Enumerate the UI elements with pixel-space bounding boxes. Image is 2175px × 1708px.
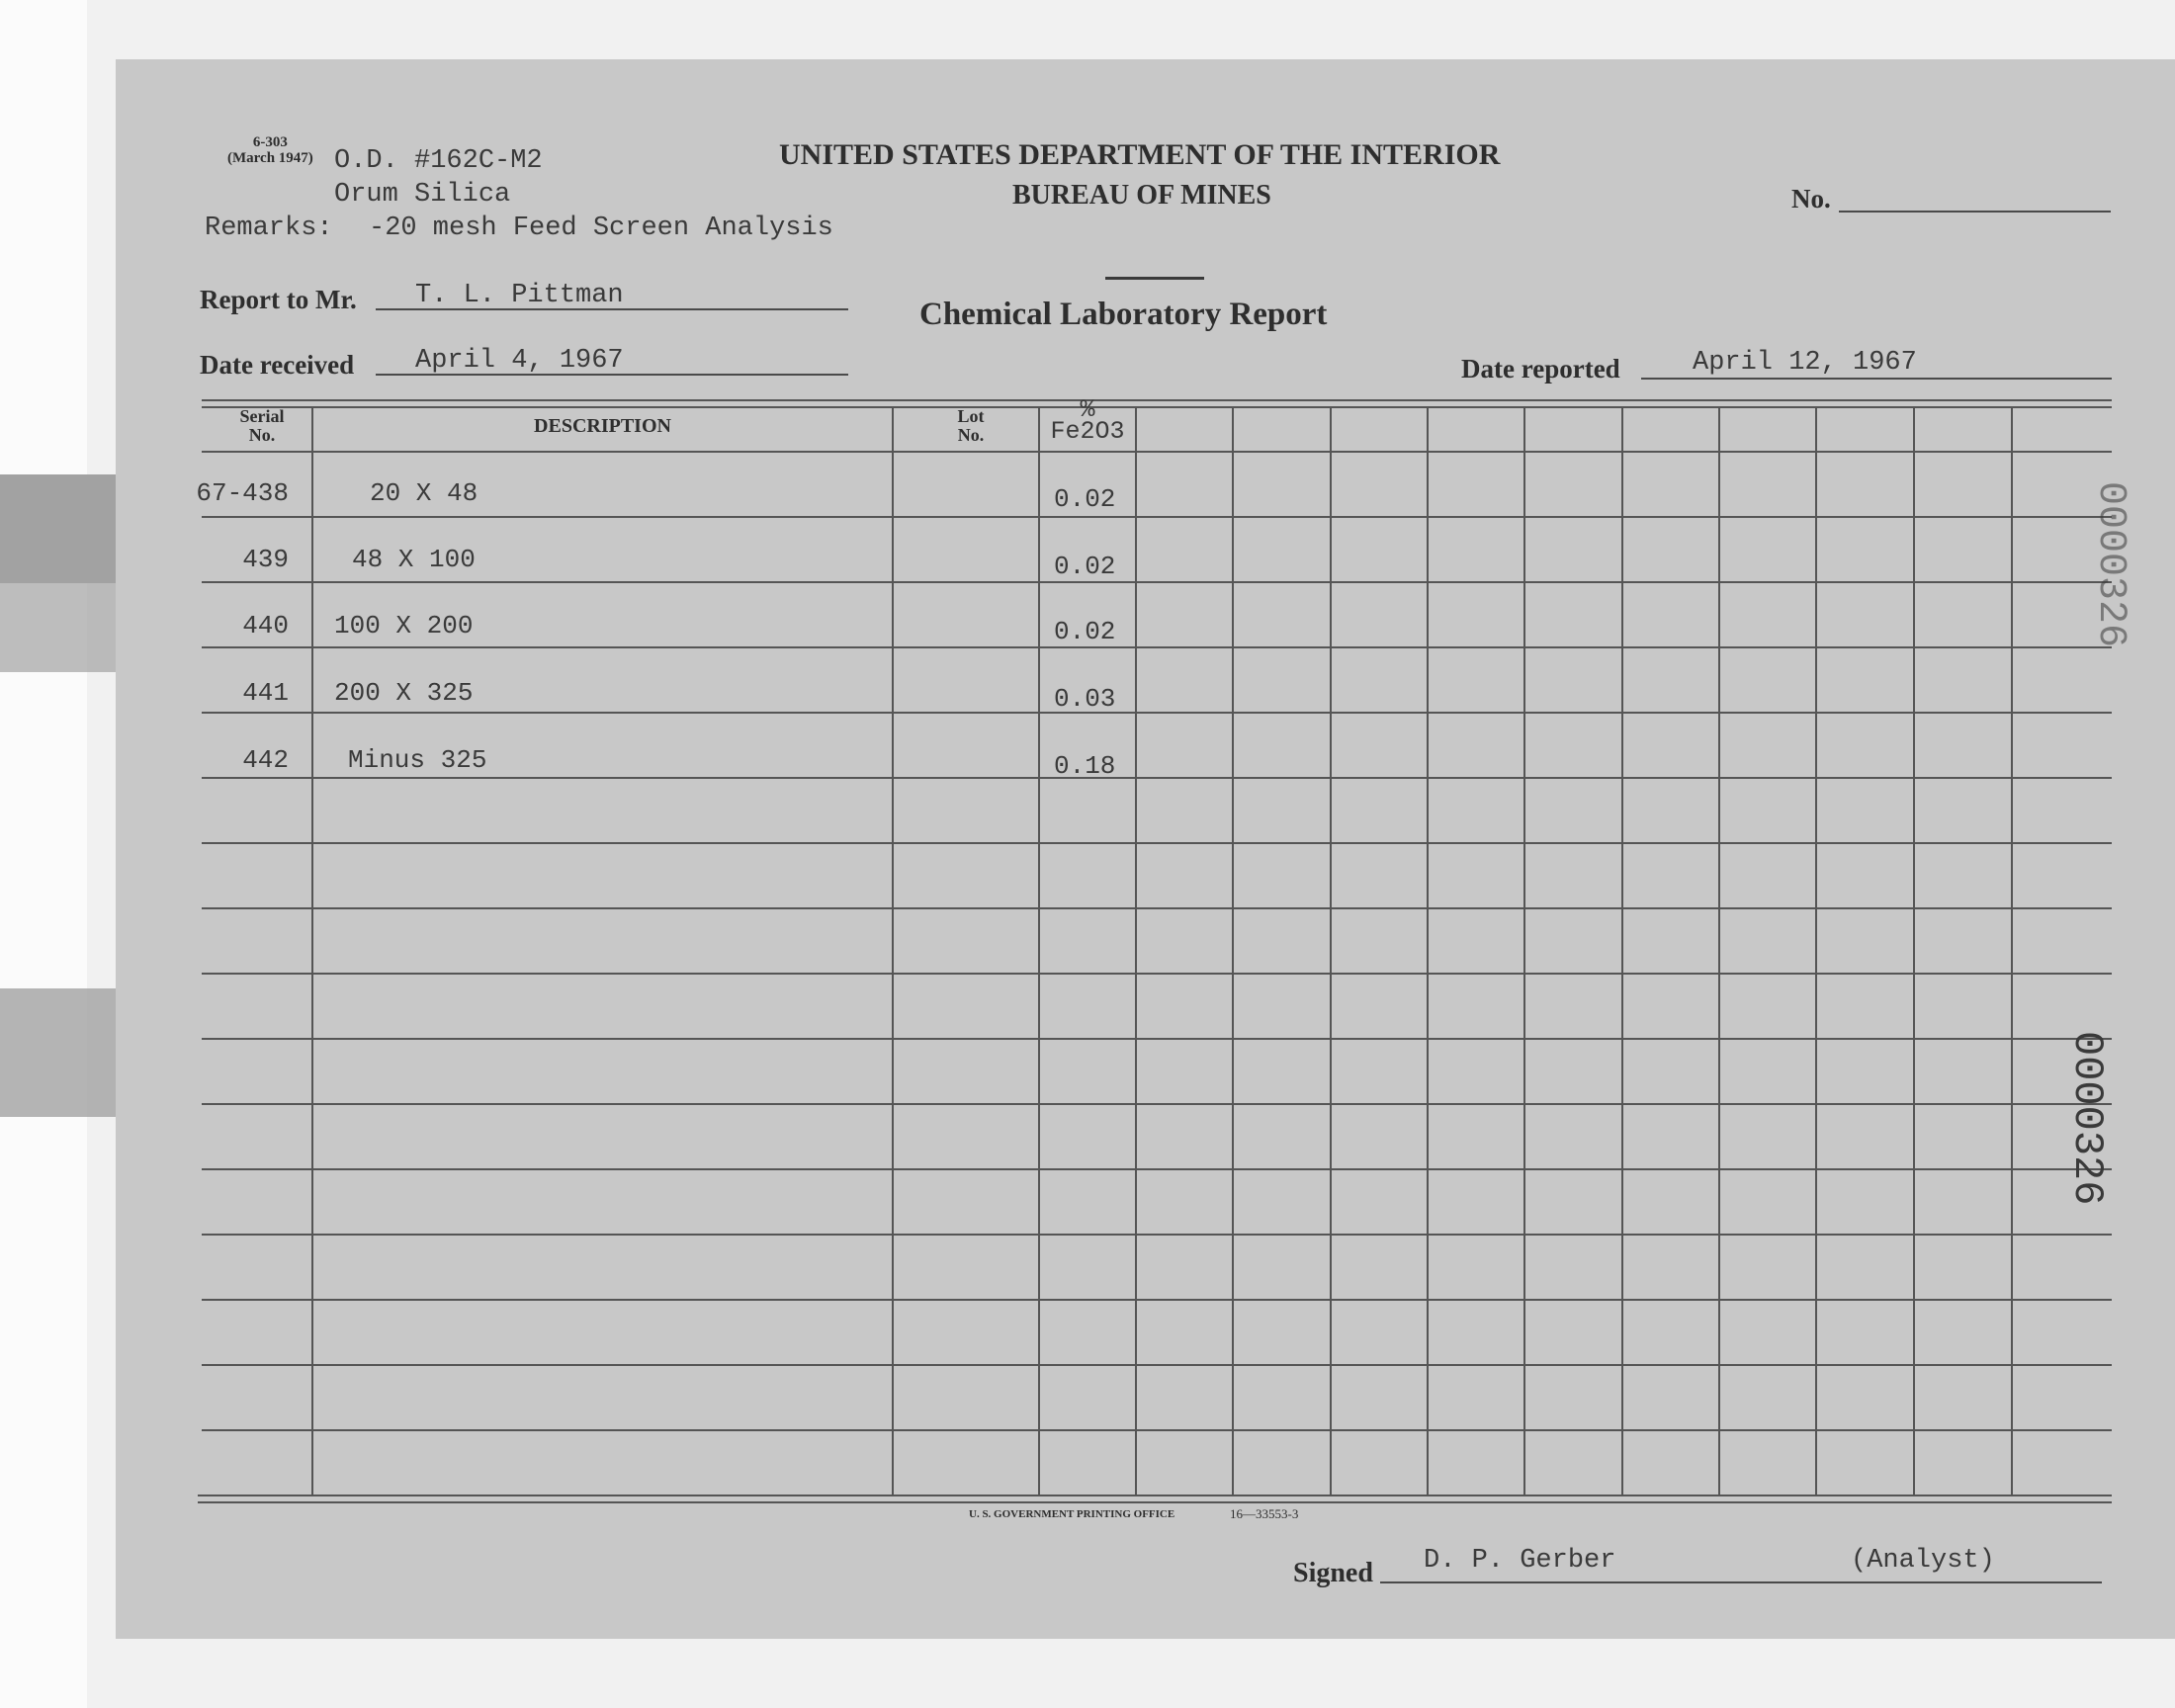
fe2o3-cell: 0.02 — [1054, 617, 1116, 646]
row-rule — [202, 1364, 2112, 1366]
scan-artifact — [0, 554, 117, 672]
header-lot-line2: No. — [957, 425, 985, 445]
serial-cell: 441 — [242, 678, 289, 708]
description-cell: Minus 325 — [348, 745, 487, 775]
row-rule — [202, 1234, 2112, 1236]
row-rule — [202, 581, 2112, 583]
fe2o3-cell: 0.02 — [1054, 484, 1116, 514]
description-cell: 48 X 100 — [352, 545, 476, 574]
row-rule — [202, 516, 2112, 518]
title-rule — [1105, 277, 1204, 280]
header-rule — [202, 451, 2112, 453]
date-received-label: Date received — [200, 350, 355, 380]
row-rule — [202, 1103, 2112, 1105]
no-field-line — [1839, 211, 2111, 213]
row-rule — [202, 646, 2112, 648]
scan-margin — [0, 0, 87, 1708]
table-top-rule — [202, 406, 2112, 408]
no-label: No. — [1791, 184, 1831, 214]
header-fe-label: Fe2O3 — [1050, 417, 1125, 446]
row-rule — [202, 1429, 2112, 1431]
signed-label: Signed — [1293, 1558, 1373, 1588]
material-name: Orum Silica — [334, 180, 511, 210]
form-number-block — [227, 134, 313, 166]
remarks-value: -20 mesh Feed Screen Analysis — [369, 214, 833, 243]
od-number: O.D. #162C-M2 — [334, 146, 543, 176]
column-rule — [1232, 406, 1234, 1494]
header-serial-line1: Serial — [239, 406, 285, 426]
serial-cell: 442 — [242, 745, 289, 775]
column-rule — [1523, 406, 1525, 1494]
row-rule — [202, 842, 2112, 844]
row-rule — [202, 1299, 2112, 1301]
header-serial-line2: No. — [248, 425, 276, 445]
column-rule — [1427, 406, 1429, 1494]
report-title: Chemical Laboratory Report — [919, 297, 1328, 332]
signer-name: D. P. Gerber — [1424, 1546, 1616, 1576]
row-rule — [202, 907, 2112, 909]
signer-role: (Analyst) — [1851, 1546, 1995, 1576]
header-lot — [921, 407, 1020, 445]
table-top-rule — [202, 399, 2112, 401]
row-rule — [202, 973, 2112, 975]
description-cell: 20 X 48 — [370, 478, 478, 508]
header-serial — [213, 407, 311, 445]
report-to-label: Report to Mr. — [200, 285, 357, 314]
column-rule — [2011, 406, 2013, 1494]
page-stamp: 0000326 — [2063, 1031, 2111, 1206]
date-reported-label: Date reported — [1461, 354, 1620, 384]
printer-code: 16—33553-3 — [1230, 1506, 1299, 1521]
page-stamp-faint: 0000326 — [2088, 481, 2132, 648]
printer-line: U. S. GOVERNMENT PRINTING OFFICE — [969, 1508, 1175, 1520]
signature-line — [1380, 1581, 2102, 1583]
column-rule — [1621, 406, 1623, 1494]
scan-artifact — [0, 988, 117, 1117]
serial-cell: 440 — [242, 611, 289, 640]
column-rule — [892, 406, 894, 1494]
fe2o3-cell: 0.02 — [1054, 552, 1116, 581]
header-description: DESCRIPTION — [534, 415, 671, 437]
report-to-value: T. L. Pittman — [415, 281, 624, 310]
fe2o3-cell: 0.03 — [1054, 684, 1116, 714]
description-cell: 100 X 200 — [334, 611, 474, 640]
description-cell: 200 X 325 — [334, 678, 474, 708]
remarks-label: Remarks: — [205, 214, 333, 243]
column-rule — [1038, 406, 1040, 1494]
row-rule — [202, 1038, 2112, 1040]
serial-cell: 439 — [242, 545, 289, 574]
row-rule — [202, 712, 2112, 714]
row-rule — [202, 777, 2112, 779]
row-rule — [202, 1168, 2112, 1170]
date-reported-line — [1641, 378, 2112, 380]
date-received-value: April 4, 1967 — [415, 346, 624, 376]
column-rule — [1135, 406, 1137, 1494]
header-lot-line1: Lot — [957, 406, 985, 426]
form-date: (March 1947) — [227, 150, 313, 166]
column-rule — [1330, 406, 1332, 1494]
header-fe2o3 — [1040, 395, 1135, 446]
column-rule — [1718, 406, 1720, 1494]
table-bottom-rule — [198, 1494, 2112, 1496]
column-rule — [1913, 406, 1915, 1494]
header-fe-percent: % — [1080, 395, 1095, 424]
form-number: 6-303 — [252, 134, 288, 150]
column-rule — [1815, 406, 1817, 1494]
bureau-name: BUREAU OF MINES — [1012, 180, 1271, 211]
agency-name: UNITED STATES DEPARTMENT OF THE INTERIOR — [779, 138, 1501, 171]
column-rule — [311, 406, 313, 1494]
serial-cell: 67-438 — [196, 478, 289, 508]
table-bottom-rule — [198, 1501, 2112, 1503]
date-reported-value: April 12, 1967 — [1693, 348, 1917, 378]
fe2o3-cell: 0.18 — [1054, 751, 1116, 781]
